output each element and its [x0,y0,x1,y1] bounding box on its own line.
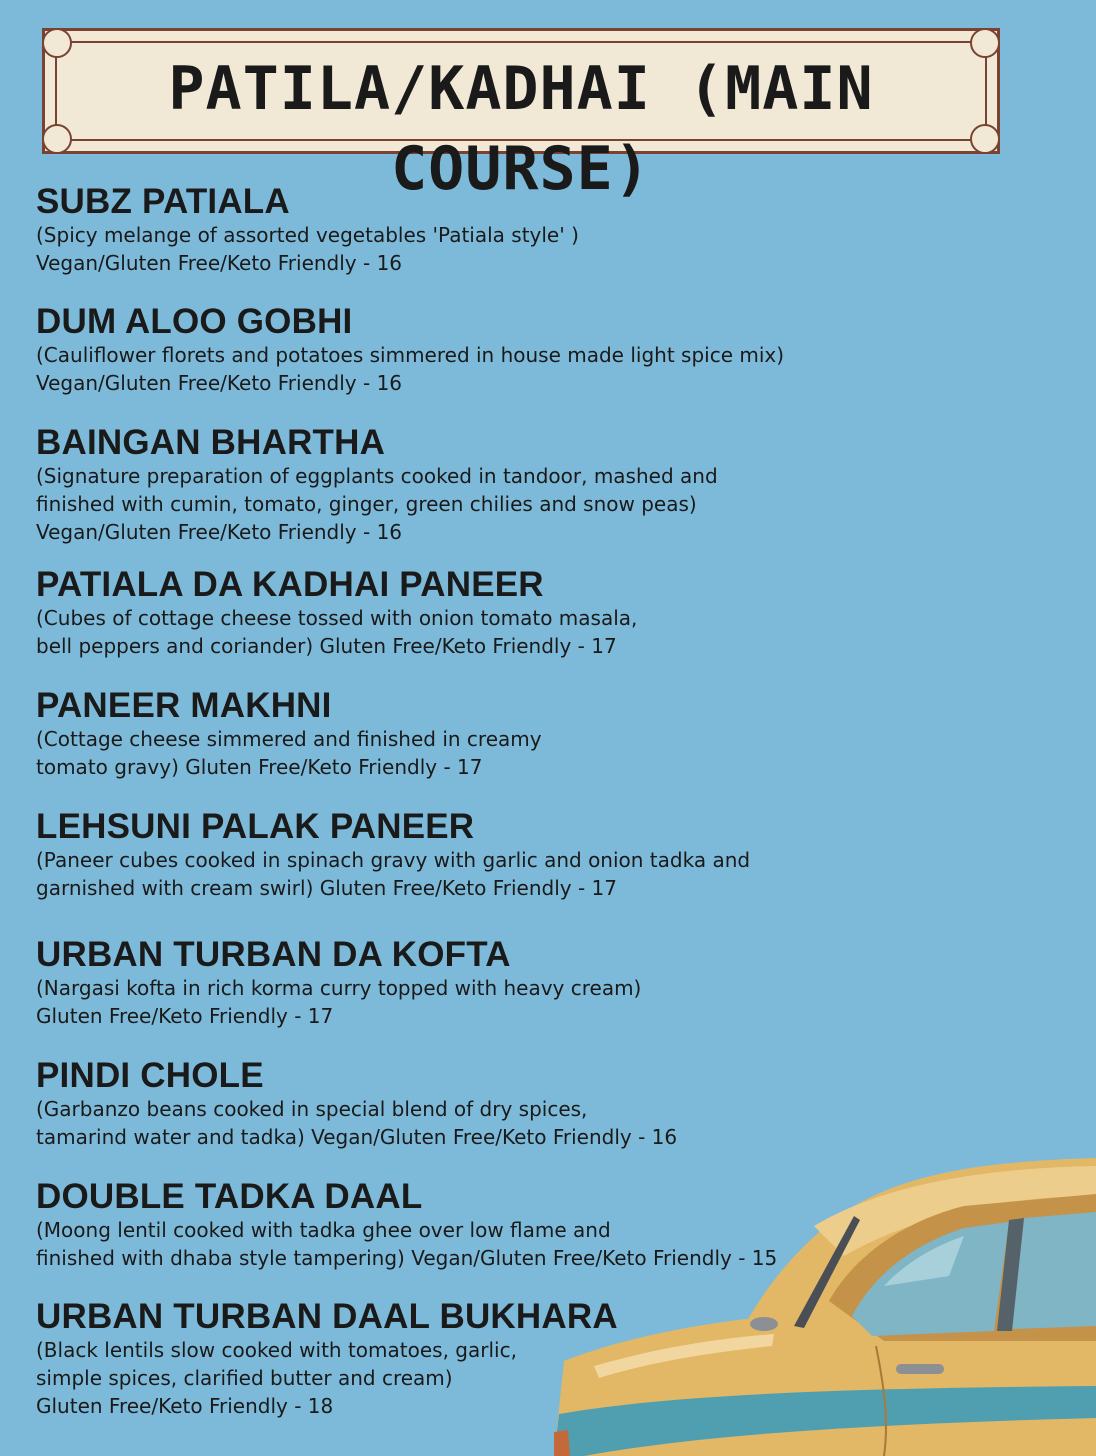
menu-item-description: tomato gravy) Gluten Free/Keto Friendly - 17 [36,755,483,779]
menu-item-name: LEHSUNI PALAK PANEER [36,807,475,846]
vintage-taxi-illustration [554,1156,1096,1456]
menu-item-description: (Signature preparation of eggplants cooked in tandoor, mashed and [36,464,718,488]
menu-item [36,566,637,660]
menu-item [36,183,579,277]
menu-item-description: garnished with cream swirl) Gluten Free/Keto Friendly - 17 [36,876,617,900]
menu-item-description: Vegan/Gluten Free/Keto Friendly - 16 [36,520,403,544]
menu-item-description: (Cauliflower florets and potatoes simmered in house made light spice mix) [36,343,785,367]
menu-item-description: (Black lentils slow cooked with tomatoes, garlic, [36,1338,517,1362]
menu-item [36,1298,618,1420]
menu-item [36,1057,677,1151]
page-title: PATILA/KADHAI (MAIN COURSE) [168,54,874,204]
menu-item [36,808,750,902]
menu-item-description: tamarind water and tadka) Vegan/Gluten Free/Keto Friendly - 16 [36,1125,678,1149]
menu-item-name: URBAN TURBAN DA KOFTA [36,935,511,974]
menu-item-description: (Moong lentil cooked with tadka ghee over low flame and [36,1218,611,1242]
menu-item-description: simple spices, clarified butter and cream) [36,1366,453,1390]
menu-item-name: DOUBLE TADKA DAAL [36,1177,423,1216]
menu-item-description: Vegan/Gluten Free/Keto Friendly - 16 [36,251,403,275]
menu-item [36,303,784,397]
menu-item [36,687,542,781]
menu-item-description: Vegan/Gluten Free/Keto Friendly - 16 [36,371,403,395]
menu-item-name: DUM ALOO GOBHI [36,302,353,341]
menu-item-description: (Spicy melange of assorted vegetables 'Patiala style' ) [36,223,579,247]
menu-item [36,424,718,546]
menu-item-name: SUBZ PATIALA [36,182,290,221]
menu-item-description: (Garbanzo beans cooked in special blend of dry spices, [36,1097,588,1121]
menu-item-description: finished with cumin, tomato, ginger, green chilies and snow peas) [36,492,697,516]
menu-item-name: URBAN TURBAN DAAL BUKHARA [36,1297,618,1336]
menu-item [36,936,641,1030]
menu-item-description: (Cubes of cottage cheese tossed with onion tomato masala, [36,606,638,630]
menu-item-description: (Cottage cheese simmered and finished in creamy [36,727,542,751]
menu-item-name: PATIALA DA KADHAI PANEER [36,565,544,604]
menu-item-description: (Paneer cubes cooked in spinach gravy with garlic and onion tadka and [36,848,751,872]
menu-item-name: PANEER MAKHNI [36,686,332,725]
menu-item-description: bell peppers and coriander) Gluten Free/Keto Friendly - 17 [36,634,617,658]
menu-item-description: Gluten Free/Keto Friendly - 18 [36,1394,334,1418]
menu-item-description: Gluten Free/Keto Friendly - 17 [36,1004,334,1028]
menu-item-name: PINDI CHOLE [36,1056,264,1095]
menu-item-description: finished with dhaba style tampering) Vegan/Gluten Free/Keto Friendly - 15 [36,1246,778,1270]
menu-item-name: BAINGAN BHARTHA [36,423,386,462]
menu-item-description: (Nargasi kofta in rich korma curry topped with heavy cream) [36,976,642,1000]
